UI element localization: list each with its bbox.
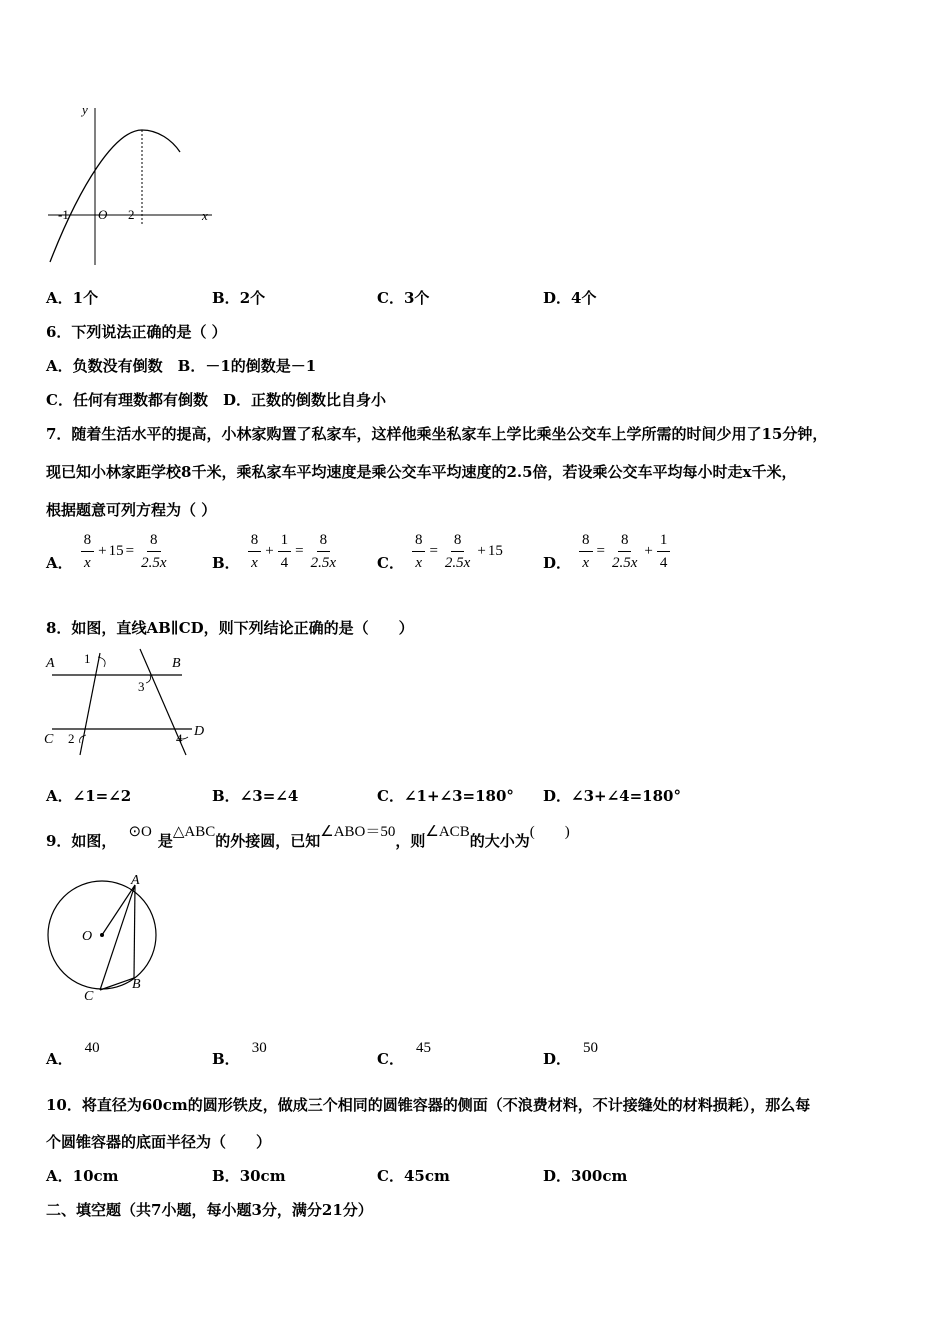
point-C: C xyxy=(84,989,94,1002)
q10-option-d[interactable]: D．300cm xyxy=(543,1167,628,1185)
angle-2-label: 2 xyxy=(68,731,75,746)
q7-option-c[interactable]: C． $\frac{8}{x}$ = $\frac{8}{2.5x}$ + 15 xyxy=(377,532,503,572)
q5-option-b[interactable]: B．2个 xyxy=(212,289,266,307)
q5-option-d[interactable]: D．4个 xyxy=(543,289,597,307)
q6-options-row2: C．任何有理数都有倒数 D．正数的倒数比自身小 xyxy=(46,391,386,409)
q9-option-a[interactable]: A．40 xyxy=(46,1040,100,1068)
q5-option-c[interactable]: C．3个 xyxy=(377,289,430,307)
q7-line2: 现已知小林家距学校8千米，乘私家车平均速度是乘公交车平均速度的2.5倍，若设乘公交车平均每小时走x千米， xyxy=(46,463,797,481)
q7-option-d[interactable]: D． $\frac{8}{x}$ = $\frac{8}{2.5x}$ + $\frac{1}{4}$ xyxy=(543,530,672,573)
q10-line1: 10．将直径为60cm的圆形铁皮，做成三个相同的圆锥容器的侧面（不浪费材料，不计接缝处的材料损耗），那么每 xyxy=(46,1096,811,1114)
label-A: A xyxy=(46,656,55,671)
label-C: C xyxy=(44,732,54,747)
q9-option-d[interactable]: D．50 xyxy=(543,1040,599,1068)
q8-stem: 8．如图，直线AB∥CD，则下列结论正确的是（ ） xyxy=(46,619,414,637)
q10-option-c[interactable]: C．45cm xyxy=(377,1167,450,1185)
point-A: A xyxy=(131,873,140,888)
q8-option-c[interactable]: C．∠1+∠3=180° xyxy=(377,787,514,805)
tick-2: 2 xyxy=(128,207,135,222)
q10-line2: 个圆锥容器的底面半径为（ ） xyxy=(46,1133,272,1151)
q5-option-a[interactable]: A．1个 xyxy=(46,289,99,307)
q7-line1: 7．随着生活水平的提高，小林家购置了私家车，这样他乘坐私家车上学比乘坐公交车上学所需的时间少用了15分钟， xyxy=(46,425,828,443)
point-B: B xyxy=(132,977,141,992)
q6-stem: 6．下列说法正确的是（ ） xyxy=(46,323,227,341)
angle-3-label: 3 xyxy=(138,679,145,694)
label-D: D xyxy=(194,724,205,739)
angle-1-label: 1 xyxy=(84,651,91,666)
origin-label: O xyxy=(98,207,108,222)
point-O: O xyxy=(82,929,93,944)
y-axis-label: y xyxy=(82,102,88,117)
parallel-lines-figure xyxy=(42,645,212,760)
q9-option-b[interactable]: B．30 xyxy=(212,1040,267,1068)
q10-option-b[interactable]: B．30cm xyxy=(212,1167,286,1185)
parabola-graph xyxy=(40,100,220,270)
q8-option-b[interactable]: B．∠3=∠4 xyxy=(212,787,299,805)
q9-option-c[interactable]: C．45 xyxy=(377,1040,431,1068)
x-axis-label: x xyxy=(202,208,208,223)
q7-option-a[interactable]: A． $\frac{8}{x}$ + 15 = $\frac{8}{2.5x}$ xyxy=(46,532,167,572)
tick-neg1: -1 xyxy=(58,207,69,222)
q7-line3: 根据题意可列方程为（ ） xyxy=(46,501,217,519)
q8-option-a[interactable]: A．∠1=∠2 xyxy=(46,787,132,805)
section-heading-fill-in: 二、填空题（共7小题，每小题3分，满分21分） xyxy=(46,1201,373,1219)
q6-options-row1: A．负数没有倒数 B．－1的倒数是－1 xyxy=(46,357,317,375)
label-B: B xyxy=(172,656,181,671)
q7-option-b[interactable]: B． $\frac{8}{x}$ + $\frac{1}{4}$ = $\frac{8}{2.5x}$ xyxy=(212,532,337,572)
circumcircle-figure xyxy=(40,872,170,1002)
q10-option-a[interactable]: A．10cm xyxy=(46,1167,119,1185)
angle-4-label: 4 xyxy=(176,731,183,746)
q8-option-d[interactable]: D．∠3+∠4=180° xyxy=(543,787,681,805)
q9-stem: 9．如图， ⊙O 是△ABC的外接圆，已知∠ABO＝50，则∠ACB的大小为( ) xyxy=(46,824,570,850)
